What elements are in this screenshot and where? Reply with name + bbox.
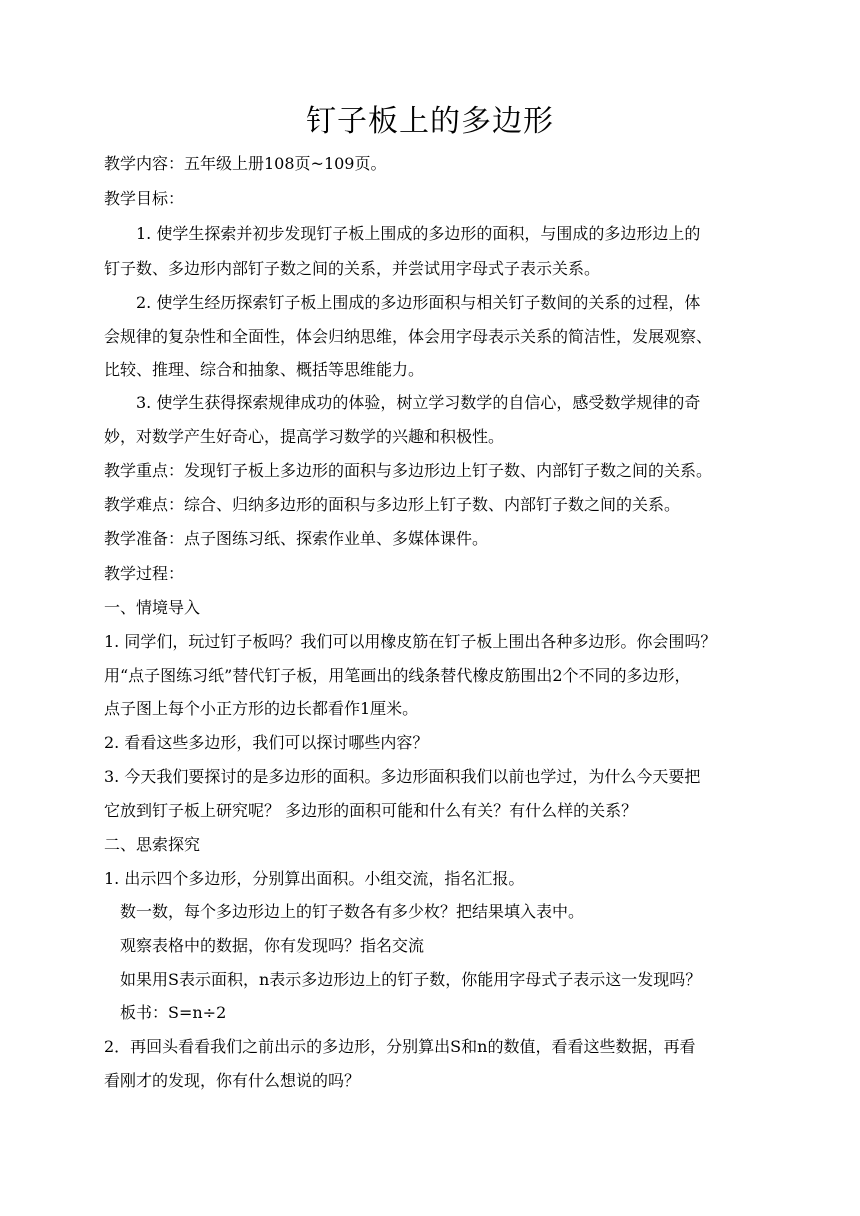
- text-line-process: 教学过程：: [104, 564, 185, 583]
- text-line-goal-2c: 比较、推理、综合和抽象、概括等思维能力。: [104, 360, 425, 379]
- text-line-difficulty: 教学难点：综合、归纳多边形的面积与多边形上钉子数、内部钉子数之间的关系。: [104, 495, 681, 514]
- text-line-explore-count: 数一数，每个多边形边上的钉子数各有多少枚？把结果填入表中。: [120, 902, 585, 921]
- text-line-board-formula: 板书：S=n÷2: [120, 1003, 227, 1022]
- text-line-goal-3a: 3. 使学生获得探索规律成功的体验，树立学习数学的自信心，感受数学规律的奇: [136, 393, 701, 412]
- text-line-goal-1b: 钉子数、多边形内部钉子数之间的关系，并尝试用字母式子表示关系。: [104, 259, 601, 278]
- text-line-explore-1: 1. 出示四个多边形，分别算出面积。小组交流，指名汇报。: [104, 869, 525, 888]
- text-line-explore-observe: 观察表格中的数据，你有发现吗？指名交流: [120, 936, 425, 955]
- text-line-key-point: 教学重点：发现钉子板上多边形的面积与多边形边上钉子数、内部钉子数之间的关系。: [104, 461, 713, 480]
- text-line-goal-2a: 2. 使学生经历探索钉子板上围成的多边形面积与相关钉子数间的关系的过程，体: [136, 293, 701, 312]
- text-line-explore-2a: 2．再回头看看我们之前出示的多边形，分别算出S和n的数值，看看这些数据，再看: [104, 1037, 696, 1056]
- text-line-goal-2b: 会规律的复杂性和全面性，体会归纳思维，体会用字母表示关系的简洁性，发展观察、: [104, 327, 713, 346]
- text-line-intro-1c: 点子图上每个小正方形的边长都看作1厘米。: [104, 699, 419, 718]
- text-line-intro-3a: 3. 今天我们要探讨的是多边形的面积。多边形面积我们以前也学过，为什么今天要把: [104, 767, 701, 786]
- text-line-intro-1a: 1. 同学们，玩过钉子板吗？我们可以用橡皮筋在钉子板上围出各种多边形。你会围吗？: [104, 632, 717, 651]
- section-heading-explore: 二、思索探究: [104, 835, 201, 854]
- text-line-intro-3b: 它放到钉子板上研究呢？ 多边形的面积可能和什么有关？有什么样的关系？: [104, 801, 638, 820]
- text-line-goal-1a: 1. 使学生探索并初步发现钉子板上围成的多边形的面积，与围成的多边形边上的: [136, 224, 701, 243]
- text-line-teaching-content: 教学内容：五年级上册108页~109页。: [104, 154, 387, 173]
- text-line-teaching-goals: 教学目标：: [104, 189, 185, 208]
- text-line-intro-2: 2. 看看这些多边形，我们可以探讨哪些内容？: [104, 733, 429, 752]
- text-line-explore-2b: 看刚才的发现，你有什么想说的吗？: [104, 1071, 361, 1090]
- text-line-explore-formula-question: 如果用S表示面积，n表示多边形边上的钉子数，你能用字母式子表示这一发现吗？: [120, 970, 702, 989]
- text-line-intro-1b: 用“点子图练习纸”替代钉子板，用笔画出的线条替代橡皮筋围出2个不同的多边形，: [104, 666, 691, 685]
- section-heading-intro: 一、情境导入: [104, 598, 201, 617]
- text-line-preparation: 教学准备：点子图练习纸、探索作业单、多媒体课件。: [104, 529, 489, 548]
- text-line-goal-3b: 妙，对数学产生好奇心，提高学习数学的兴趣和积极性。: [104, 427, 505, 446]
- document-title: 钉子板上的多边形: [306, 104, 554, 139]
